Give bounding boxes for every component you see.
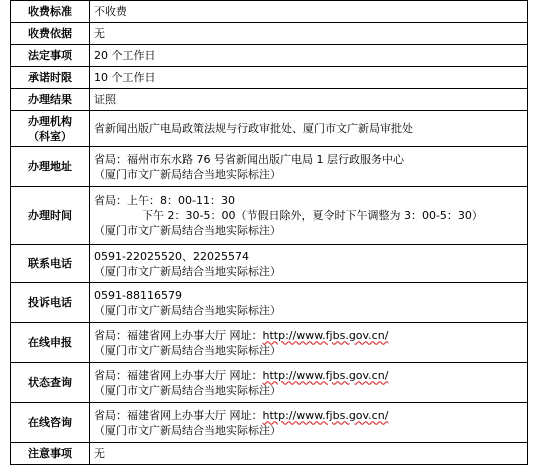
row-value: 20 个工作日 xyxy=(90,45,528,67)
row-label: 收费依据 xyxy=(11,23,90,45)
table-row xyxy=(11,245,528,283)
service-info-table xyxy=(10,0,528,465)
table-row xyxy=(11,45,528,67)
row-value: 省新闻出版广电局政策法规与行政审批处、厦门市文广新局审批处 xyxy=(90,111,528,147)
row-value: 无 xyxy=(90,443,528,465)
row-value: 省局：福建省网上办事大厅 网址：http://www.fjbs.gov.cn/ （厦门市文广新局结合当地实际标注） xyxy=(90,363,528,403)
row-value: 10 个工作日 xyxy=(90,67,528,89)
row-value: 证照 xyxy=(90,89,528,111)
row-value: 省局：上午：8：00-11：30 下午 2：30-5：00（节假日除外，夏令时下午调整为 3：00-5：30） （厦门市文广新局结合当地实际标注） xyxy=(90,187,528,245)
online-consult-link[interactable]: http://www.fjbs.gov.cn/ xyxy=(262,408,389,422)
table-row xyxy=(11,23,528,45)
row-label: 法定事项 xyxy=(11,45,90,67)
row-label: 办理机构 （科室） xyxy=(11,111,90,147)
row-label: 承诺时限 xyxy=(11,67,90,89)
table-row xyxy=(11,443,528,465)
online-apply-link[interactable]: http://www.fjbs.gov.cn/ xyxy=(262,328,389,342)
row-value: 省局：福建省网上办事大厅 网址：http://www.fjbs.gov.cn/ （厦门市文广新局结合当地实际标注） xyxy=(90,323,528,363)
row-label: 办理时间 xyxy=(11,187,90,245)
table-row xyxy=(11,67,528,89)
table-row xyxy=(11,403,528,443)
row-label: 状态查询 xyxy=(11,363,90,403)
row-value: 0591-22025520、22025574 （厦门市文广新局结合当地实际标注） xyxy=(90,245,528,283)
row-value: 0591-88116579 （厦门市文广新局结合当地实际标注） xyxy=(90,283,528,323)
table-row xyxy=(11,323,528,363)
row-label: 注意事项 xyxy=(11,443,90,465)
row-label: 投诉电话 xyxy=(11,283,90,323)
row-label: 联系电话 xyxy=(11,245,90,283)
table-row xyxy=(11,111,528,147)
row-value: 省局：福州市东水路 76 号省新闻出版广电局 1 层行政服务中心 （厦门市文广新局结合当地实际标注） xyxy=(90,147,528,187)
status-query-link[interactable]: http://www.fjbs.gov.cn/ xyxy=(262,368,389,382)
table-row xyxy=(11,1,528,23)
row-label: 收费标准 xyxy=(11,1,90,23)
row-value: 无 xyxy=(90,23,528,45)
row-value: 不收费 xyxy=(90,1,528,23)
row-value: 省局：福建省网上办事大厅 网址：http://www.fjbs.gov.cn/ （厦门市文广新局结合当地实际标注） xyxy=(90,403,528,443)
table-row xyxy=(11,187,528,245)
table-row xyxy=(11,283,528,323)
row-label: 在线申报 xyxy=(11,323,90,363)
table-row xyxy=(11,363,528,403)
row-label: 办理结果 xyxy=(11,89,90,111)
row-label: 在线咨询 xyxy=(11,403,90,443)
row-label: 办理地址 xyxy=(11,147,90,187)
table-row xyxy=(11,147,528,187)
table-row xyxy=(11,89,528,111)
